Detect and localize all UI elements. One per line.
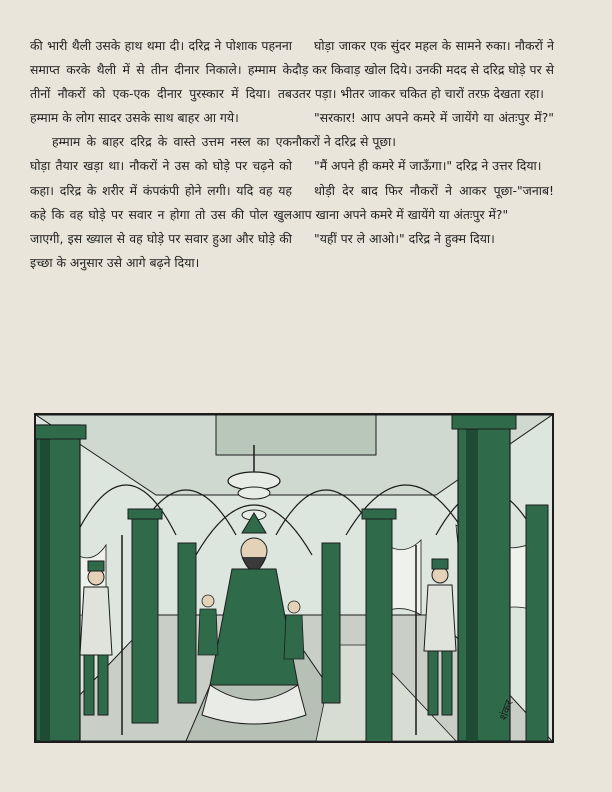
illustration-drawing [36,415,552,741]
artist-signature: शंकर [496,698,516,723]
paragraph: थोड़ी देर बाद फिर नौकरों ने आकर पूछा-"जनाब! आप खाना अपने कमरे में खायेंगे या अंतःपुर में?" [292,182,554,222]
palace-hall-illustration [34,413,554,743]
paragraph: "सरकार! आप अपने कमरे में जायेंगे या अंतःपुर में?" नौकरों ने दरिद्र से पूछा। [292,110,554,150]
paragraph: घोड़ा जाकर एक सुंदर महल के सामने रुका। नौकरों ने दौड़ कर किवाड़ खोल दिये। उनकी मदद से दरिद्र घोड़े पर से उतर पड़ा। भीतर जाकर चकित हो चारों तरफ़ देखता रहा। [292,38,554,102]
right-text-column [292,34,554,251]
paragraph: हम्माम के बाहर दरिद्र के वास्ते उत्तम नस्ल का एक घोड़ा तैयार खड़ा था। नौकरों ने उस को घोड़े पर चढ़ने को कहा। दरिद्र के शरीर में कंपकंपी होने लगी। यदि वह यह कहे कि वह घोड़े पर सवार न होगा तो उस की पोल खुल जाएगी, इस ख्याल से वह घोड़े पर सवार हुआ और घोड़े की इच्छा के अनुसार उसे आगे बढ़ने दिया। [30,134,292,270]
paragraph: "मैं अपने ही कमरे में जाऊँगा।" दरिद्र ने उत्तर दिया। [314,158,542,174]
paragraph: "यहीं पर ले आओ।" दरिद्र ने हुक्म दिया। [314,230,495,246]
paragraph: की भारी थैली उसके हाथ थमा दी। दरिद्र ने पोशाक पहनना समाप्त करके थैली में से तीन दीनार निकाले। हम्माम के तीनों नौकरों को एक-एक दीनार पुरस्कार में दिया। तब हम्माम के लोग सादर उसके साथ बाहर आ गये। [30,38,292,126]
left-text-column [30,34,292,275]
